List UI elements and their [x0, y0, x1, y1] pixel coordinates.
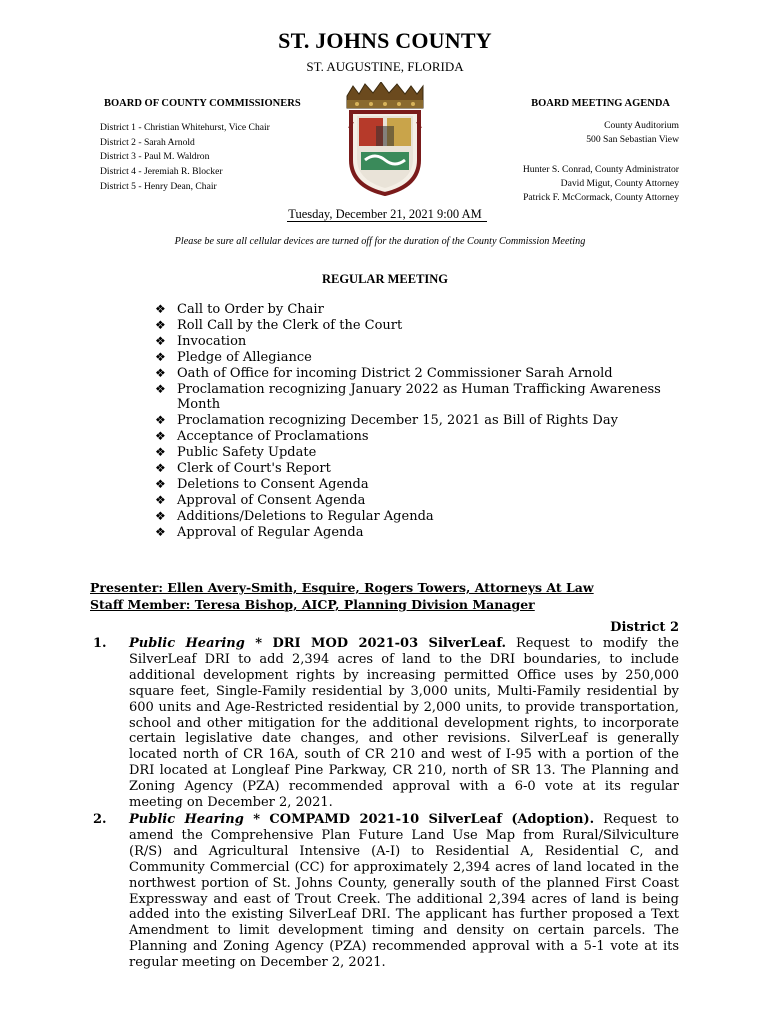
meeting-date: Tuesday, December 21, 2021 9:00 AM — [288, 207, 482, 221]
list-item — [155, 525, 675, 541]
diamond-bullet-icon: ❖ — [155, 413, 166, 428]
list-item — [155, 413, 675, 429]
diamond-bullet-icon: ❖ — [155, 524, 166, 539]
list-item — [155, 350, 675, 366]
county-title: ST. JOHNS COUNTY — [278, 28, 492, 53]
official-line: Patrick F. McCormack, County Attorney — [523, 192, 679, 203]
diamond-bullet-icon: ❖ — [155, 445, 166, 460]
list-item — [155, 318, 675, 334]
agenda-item-text: Roll Call by the Clerk of the Court — [177, 317, 403, 333]
cellular-notice: Please be sure all cellular devices are turned off for the duration of the County Commission Meeting — [174, 236, 586, 247]
list-item — [155, 445, 675, 461]
item-body-text: Request to modify the SilverLeaf DRI to add 2,394 acres of land to the DRI boundaries, to include additional development rights by increasing permitted Office uses by 250,000 square feet, Single-Family residential by 3,000 units, Multi-Family residential by 600 units and Age-Restricted residential by 2,000 units, to provide transportation, school and other mitigation for the additional development rights, to incorporate certain legislative date changes, and other revisions. SilverLeaf is generally located north of CR 16A, south of CR 210 and west of I-95 with a portion of the DRI located at Longleaf Pine Parkway, CR 210, north of SR 13. The Planning and Zoning Agency (PZA) recommended approval with a 6-0 vote at its regular meeting on December 2, 2021. — [129, 636, 679, 811]
item-body-text: Request to amend the Comprehensive Plan Future Land Use Map from Rural/Silviculture (R/S) and Agricultural Intensive (A-I) to Residential A, Residential C, and Community Commercial (CC) for approximately 2,394 acres of land located in the northwest portion of St. Johns County, generally south of the planned First Coast Expressway and east of Trout Creek. The additional 2,394 acres of land is being added into the existing SilverLeaf DRI. The applicant has further proposed a Text Amendment to limit development timing and density on certain parcels. The Planning and Zoning Agency (PZA) recommended approval with a 5-1 vote at its regular meeting on December 2, 2021. — [129, 812, 679, 971]
list-item — [155, 461, 675, 477]
diamond-bullet-icon: ❖ — [155, 365, 166, 380]
diamond-bullet-icon: ❖ — [155, 349, 166, 364]
item-lead-bold: * COMPAMD 2021-10 SilverLeaf (Adoption). — [243, 812, 595, 827]
list-item — [155, 366, 675, 382]
list-item — [155, 382, 675, 414]
diamond-bullet-icon: ❖ — [155, 476, 166, 491]
list-item — [155, 334, 675, 350]
district-line: District 4 - Jeremiah R. Blocker — [100, 166, 223, 177]
agenda-list — [155, 302, 675, 541]
date-underline — [287, 221, 487, 222]
district-line: District 1 - Christian Whitehurst, Vice Chair — [100, 122, 270, 133]
agenda-item-text: Public Safety Update — [177, 445, 317, 461]
item-lead-bold: * DRI MOD 2021-03 SilverLeaf. — [244, 636, 506, 651]
item-lead-italic: Public Hearing — [129, 636, 245, 651]
agenda-item-text: Clerk of Court's Report — [177, 461, 331, 477]
item-description — [129, 812, 679, 971]
agenda-item-text: Deletions to Consent Agenda — [177, 476, 369, 492]
diamond-bullet-icon: ❖ — [155, 461, 166, 476]
list-item — [155, 509, 675, 525]
agenda-heading: BOARD MEETING AGENDA — [531, 98, 670, 109]
agenda-item-text: Acceptance of Proclamations — [177, 429, 369, 445]
official-line: David Migut, County Attorney — [560, 178, 679, 189]
county-city: ST. AUGUSTINE, FLORIDA — [306, 59, 464, 74]
diamond-bullet-icon: ❖ — [155, 492, 166, 507]
agenda-item-text: Call to Order by Chair — [177, 302, 324, 317]
district-label: District 2 — [610, 620, 679, 635]
county-seal-icon — [343, 82, 427, 197]
agenda-item-text: Oath of Office for incoming District 2 Commissioner Sarah Arnold — [177, 365, 613, 381]
staff-member-line: Staff Member: Teresa Bishop, AICP, Planning Division Manager — [90, 597, 535, 612]
district-line: District 5 - Henry Dean, Chair — [100, 181, 217, 192]
item-description — [129, 636, 679, 811]
agenda-item-text: Approval of Regular Agenda — [177, 524, 364, 540]
list-item — [155, 429, 675, 445]
diamond-bullet-icon: ❖ — [155, 317, 166, 332]
diamond-bullet-icon: ❖ — [155, 302, 166, 316]
district-line: District 2 - Sarah Arnold — [100, 137, 195, 148]
diamond-bullet-icon: ❖ — [155, 508, 166, 523]
diamond-bullet-icon: ❖ — [155, 429, 166, 444]
diamond-bullet-icon: ❖ — [155, 333, 166, 348]
agenda-item-text: Additions/Deletions to Regular Agenda — [177, 508, 434, 524]
item-number: 2. — [93, 812, 107, 827]
list-item — [155, 477, 675, 493]
agenda-item-text: Pledge of Allegiance — [177, 349, 312, 365]
official-line: Hunter S. Conrad, County Administrator — [522, 164, 679, 175]
agenda-item-text: Invocation — [177, 333, 247, 349]
list-item — [155, 302, 675, 318]
diamond-bullet-icon: ❖ — [155, 381, 166, 396]
agenda-item-text: Proclamation recognizing January 2022 as Human Trafficking Awareness Month — [177, 381, 661, 413]
agenda-item-text: Approval of Consent Agenda — [177, 492, 366, 508]
presenter-line: Presenter: Ellen Avery-Smith, Esquire, Rogers Towers, Attorneys At Law — [90, 580, 594, 595]
regular-meeting-heading: REGULAR MEETING — [321, 272, 449, 286]
item-number: 1. — [93, 636, 107, 651]
board-heading: BOARD OF COUNTY COMMISSIONERS — [104, 98, 301, 109]
location-line: County Auditorium — [604, 120, 679, 131]
list-item — [155, 493, 675, 509]
item-lead-italic: Public Hearing — [129, 812, 244, 827]
district-line: District 3 - Paul M. Waldron — [100, 151, 210, 162]
agenda-item-text: Proclamation recognizing December 15, 2021 as Bill of Rights Day — [177, 413, 618, 429]
location-line: 500 San Sebastian View — [586, 134, 679, 145]
